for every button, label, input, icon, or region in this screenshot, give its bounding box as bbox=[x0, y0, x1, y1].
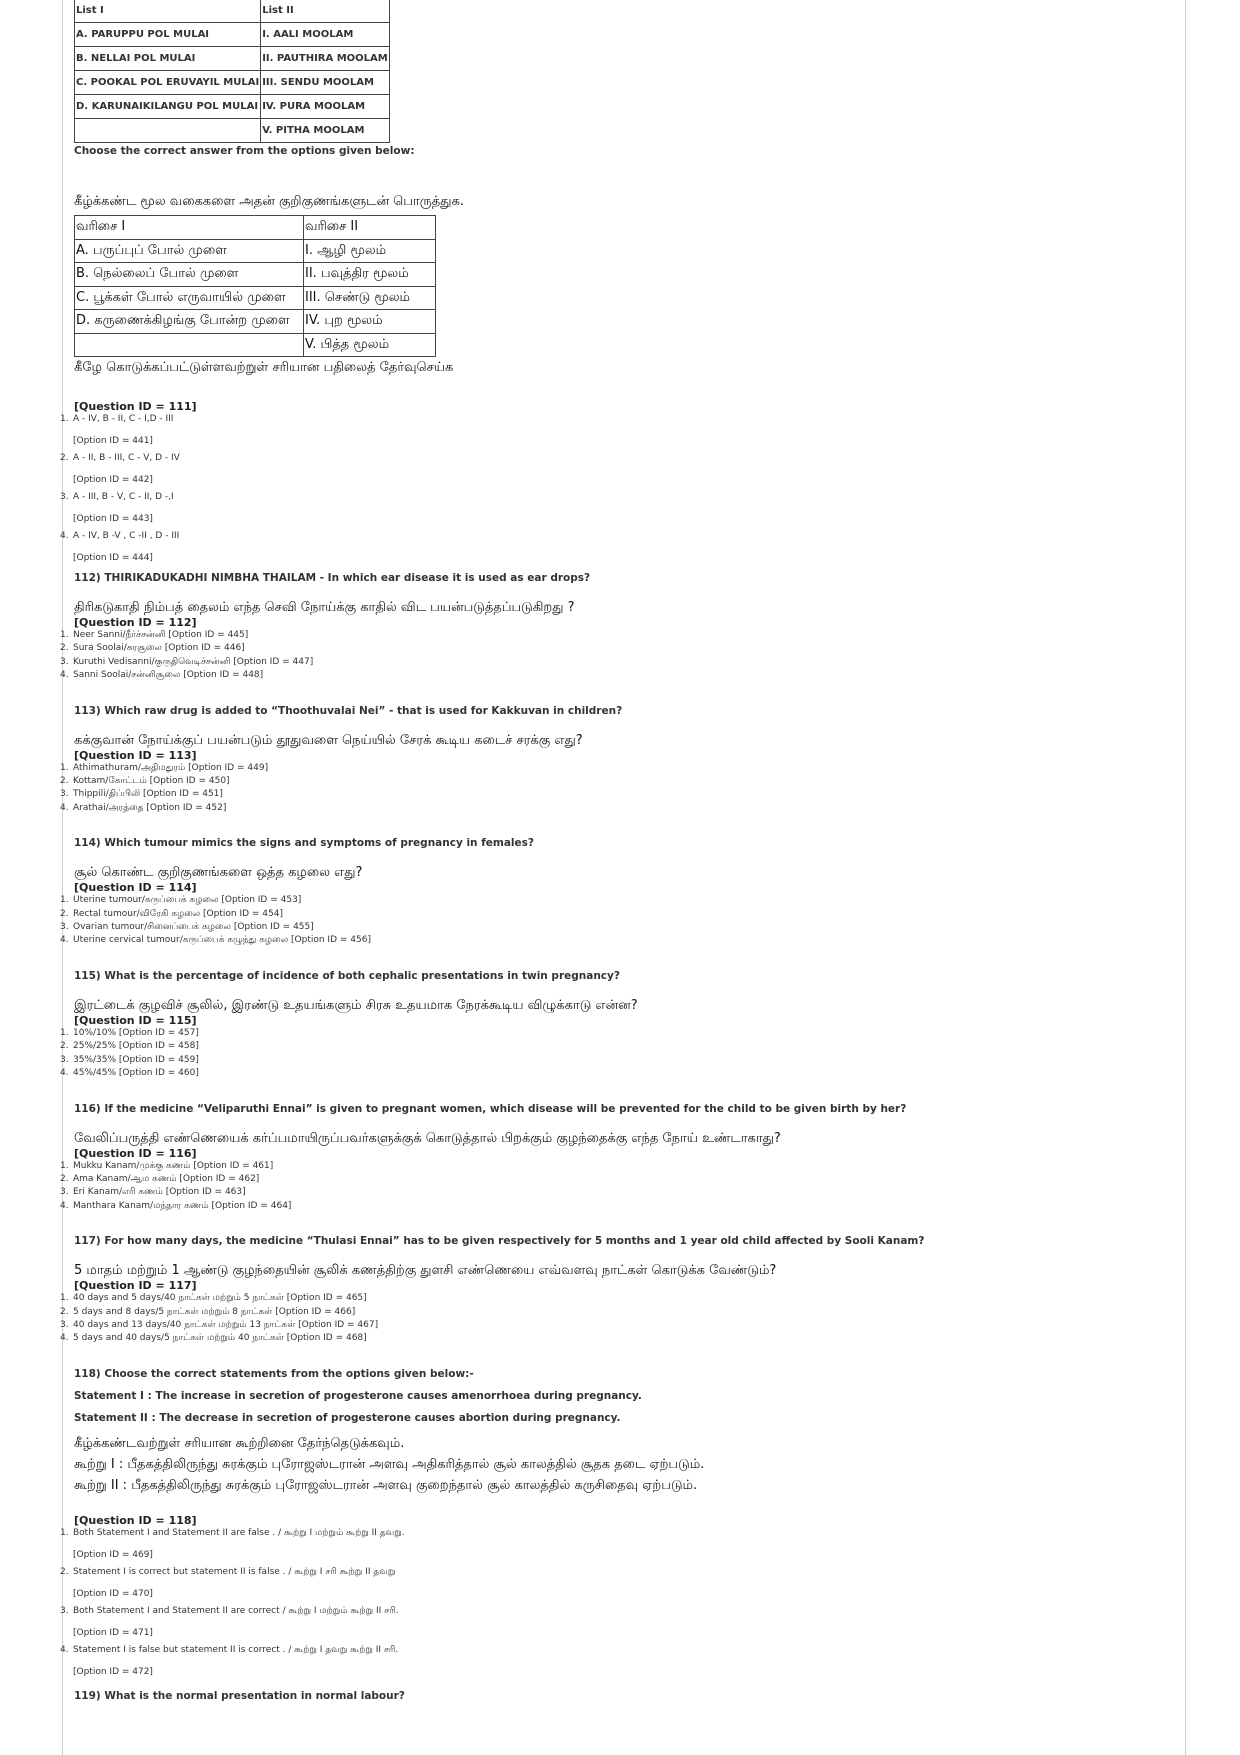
table-header-list-2: List II bbox=[261, 0, 390, 23]
option-text: Thippili/திப்பிலி [Option ID = 451] bbox=[73, 789, 223, 800]
option-text: A - III, B - V, C - II, D -,I bbox=[73, 492, 174, 502]
question-116 bbox=[60, 1102, 1174, 1214]
list-item: 4. Statement I is false but statement II is correct . / கூற்று I தவறு கூற்று II சரி. [Option ID = 472] bbox=[60, 1644, 1174, 1678]
option-id: [Option ID = 444] bbox=[73, 553, 153, 563]
list-item: 3. Ovarian tumour/சினைப்பைக் கழலை [Option ID = 455] bbox=[60, 922, 314, 933]
table-cell: C. பூக்கள் போல் எருவாயில் முளை bbox=[75, 286, 304, 310]
option-text: Neer Sanni/நீர்ச்சன்னி [Option ID = 445] bbox=[73, 630, 249, 640]
table-row bbox=[75, 263, 436, 287]
option-id: [Option ID = 469] bbox=[73, 1549, 153, 1560]
option-id: [Option ID = 472] bbox=[73, 1666, 153, 1677]
option-text: Statement I is false but statement II is correct . / கூற்று I தவறு கூற்று II சரி. bbox=[73, 1644, 399, 1655]
list-item: 2. Statement I is correct but statement II is false . / கூற்று I சரி கூற்று II தவறு [Option ID = 470] bbox=[60, 1566, 1174, 1600]
table-row bbox=[75, 95, 390, 119]
options-list bbox=[60, 1292, 1174, 1346]
table-cell: I. AALI MOOLAM bbox=[261, 23, 390, 47]
question-112 bbox=[60, 572, 1174, 683]
option-id: [Option ID = 442] bbox=[73, 475, 153, 485]
statement-2-english: Statement II : The decrease in secretion of progesterone causes abortion during pregnancy. bbox=[74, 1411, 621, 1424]
list-item: 2. 25%/25% [Option ID = 458] bbox=[60, 1041, 199, 1052]
list-item: 4. Arathai/அரத்தை [Option ID = 452] bbox=[60, 802, 227, 813]
question-id: [Question ID = 118] bbox=[74, 1513, 197, 1527]
table-cell: III. SENDU MOOLAM bbox=[261, 71, 390, 95]
option-text: Sanni Soolai/சன்னிசூலை [Option ID = 448] bbox=[73, 670, 264, 681]
table-cell: IV. PURA MOOLAM bbox=[261, 95, 390, 119]
table-header-row bbox=[75, 0, 390, 23]
question-text-tamil: கீழ்க்கண்டவற்றுள் சரியான கூற்றினை தேர்ந்தெடுக்கவும். bbox=[74, 1435, 405, 1451]
statement-1-english: Statement I : The increase in secretion of progesterone causes amenorrhoea during pregnancy. bbox=[74, 1389, 642, 1402]
question-text-english: 115) What is the percentage of incidence of both cephalic presentations in twin pregnancy? bbox=[74, 969, 620, 982]
table-row bbox=[75, 286, 436, 310]
options-list bbox=[60, 1027, 1174, 1081]
table-row bbox=[75, 310, 436, 334]
option-text: Kuruthi Vedisanni/குருதிவெடிச்சன்னி [Option ID = 447] bbox=[73, 656, 314, 667]
option-text: Arathai/அரத்தை [Option ID = 452] bbox=[73, 802, 227, 813]
table-row bbox=[75, 47, 390, 71]
question-111 bbox=[60, 0, 1174, 564]
list-item: 3. Kuruthi Vedisanni/குருதிவெடிச்சன்னி [Option ID = 447] bbox=[60, 656, 314, 667]
options-list bbox=[60, 762, 1174, 816]
list-item: 2. 5 days and 8 days/5 நாட்கள் மற்றும் 8 நாட்கள் [Option ID = 466] bbox=[60, 1306, 356, 1317]
question-text-tamil: கக்குவான் நோய்க்குப் பயன்படும் தூதுவளை நெய்யில் சேரக் கூடிய கடைச் சரக்கு எது? bbox=[74, 732, 583, 748]
option-text: 35%/35% [Option ID = 459] bbox=[73, 1054, 199, 1065]
table-header-list-2: வரிசை II bbox=[304, 216, 436, 240]
table-row bbox=[75, 239, 436, 263]
table-cell: B. NELLAI POL MULAI bbox=[75, 47, 261, 71]
list-item: 3. Both Statement I and Statement II are correct / கூற்று I மற்றும் கூற்று II சரி. [Option ID = 471] bbox=[60, 1605, 1174, 1639]
list-item: 4. Manthara Kanam/மந்தார கணம் [Option ID = 464] bbox=[60, 1200, 292, 1211]
question-113 bbox=[60, 704, 1174, 816]
question-id: [Question ID = 112] bbox=[74, 616, 197, 629]
match-table-tamil bbox=[74, 215, 436, 357]
question-119 bbox=[74, 1690, 1174, 1702]
option-text: Statement I is correct but statement II is false . / கூற்று I சரி கூற்று II தவறு bbox=[73, 1566, 396, 1577]
question-text-tamil: திரிகடுகாதி நிம்பத் தைலம் எந்த செவி நோய்க்கு காதில் விட பயன்படுத்தப்படுகிறது ? bbox=[74, 600, 575, 615]
list-item: 1. Mukku Kanam/முக்கு கணம் [Option ID = 461] bbox=[60, 1160, 274, 1171]
question-115 bbox=[60, 969, 1174, 1081]
list-item: 1. 10%/10% [Option ID = 457] bbox=[60, 1027, 199, 1038]
option-text: 40 days and 5 days/40 நாட்கள் மற்றும் 5 நாட்கள் [Option ID = 465] bbox=[73, 1293, 367, 1304]
list-item: 3. Eri Kanam/எரி கணம் [Option ID = 463] bbox=[60, 1187, 246, 1198]
table-header-list-1: வரிசை I bbox=[75, 216, 304, 240]
option-text: Manthara Kanam/மந்தார கணம் [Option ID = 464] bbox=[73, 1200, 292, 1211]
list-item: 3. A - III, B - V, C - II, D -,I [Option ID = 443] bbox=[60, 491, 1174, 525]
table-cell bbox=[75, 333, 304, 357]
table-header-row bbox=[75, 216, 436, 240]
table-cell: V. பித்த மூலம் bbox=[304, 333, 436, 357]
options-list bbox=[60, 1160, 1174, 1214]
table-cell: I. ஆழி மூலம் bbox=[304, 239, 436, 263]
question-text-tamil: இரட்டைக் குழவிச் சூலில், இரண்டு உதயங்களும் சிரசு உதயமாக நேரக்கூடிய விழுக்காடு என்ன? bbox=[74, 997, 638, 1013]
option-text: A - II, B - III, C - V, D - IV bbox=[73, 453, 180, 463]
option-text: 5 days and 40 days/5 நாட்கள் மற்றும் 40 நாட்கள் [Option ID = 468] bbox=[73, 1333, 367, 1344]
table-cell: D. KARUNAIKILANGU POL MULAI bbox=[75, 95, 261, 119]
list-item: 4. A - IV, B -V , C -II , D - III [Option ID = 444] bbox=[60, 530, 1174, 564]
question-text-english: 118) Choose the correct statements from the options given below:- bbox=[74, 1367, 474, 1380]
question-id: [Question ID = 114] bbox=[74, 881, 197, 895]
option-id: [Option ID = 470] bbox=[73, 1588, 153, 1599]
option-text: Both Statement I and Statement II are correct / கூற்று I மற்றும் கூற்று II சரி. bbox=[73, 1605, 399, 1616]
list-item: 3. 35%/35% [Option ID = 459] bbox=[60, 1054, 199, 1065]
question-text-english: 117) For how many days, the medicine “Thulasi Ennai” has to be given respectively for 5 months and 1 year old child affected by Sooli Kanam? bbox=[74, 1235, 925, 1248]
question-text-english: 114) Which tumour mimics the signs and symptoms of pregnancy in females? bbox=[74, 837, 534, 850]
options-list bbox=[60, 629, 1174, 683]
option-text: A - IV, B - II, C - I,D - III bbox=[73, 414, 174, 424]
list-item: 1. Uterine tumour/கருப்பைக் கழலை [Option ID = 453] bbox=[60, 895, 302, 906]
options-list bbox=[60, 1527, 1174, 1678]
option-text: Ovarian tumour/சினைப்பைக் கழலை [Option ID = 455] bbox=[73, 922, 314, 933]
option-text: Eri Kanam/எரி கணம் [Option ID = 463] bbox=[73, 1187, 246, 1198]
option-id: [Option ID = 443] bbox=[73, 514, 153, 524]
table-cell: V. PITHA MOOLAM bbox=[261, 119, 390, 143]
match-table-english bbox=[74, 0, 390, 143]
table-header-list-1: List I bbox=[75, 0, 261, 23]
table-row bbox=[75, 333, 436, 357]
list-item: 4. 45%/45% [Option ID = 460] bbox=[60, 1068, 199, 1079]
list-item: 4. Uterine cervical tumour/கருப்பைக் கழுந்து கழலை [Option ID = 456] bbox=[60, 935, 371, 946]
option-text: 10%/10% [Option ID = 457] bbox=[73, 1027, 199, 1038]
question-text-tamil: சூல் கொண்ட குறிகுணங்களை ஒத்த கழலை எது? bbox=[74, 865, 363, 881]
option-text: Sura Soolai/சுரசூலை [Option ID = 446] bbox=[73, 643, 245, 654]
question-117 bbox=[60, 1235, 1174, 1346]
option-text: Both Statement I and Statement II are false . / கூற்று I மற்றும் கூற்று II தவறு. bbox=[73, 1527, 405, 1538]
list-item: 1. Neer Sanni/நீர்ச்சன்னி [Option ID = 445] bbox=[60, 630, 249, 640]
question-text-english: 112) THIRIKADUKADHI NIMBHA THAILAM - In which ear disease it is used as ear drops? bbox=[74, 572, 591, 584]
table-cell: IV. புற மூலம் bbox=[304, 310, 436, 334]
option-text: Kottam/கோட்டம் [Option ID = 450] bbox=[73, 776, 230, 787]
question-text-english: 119) What is the normal presentation in normal labour? bbox=[74, 1689, 405, 1702]
option-text: A - IV, B -V , C -II , D - III bbox=[73, 531, 180, 541]
question-id: [Question ID = 116] bbox=[74, 1146, 197, 1160]
option-text: 25%/25% [Option ID = 458] bbox=[73, 1041, 199, 1052]
table-cell: II. PAUTHIRA MOOLAM bbox=[261, 47, 390, 71]
table-cell: A. PARUPPU POL MULAI bbox=[75, 23, 261, 47]
table-cell: II. பவுத்திர மூலம் bbox=[304, 263, 436, 287]
question-id: [Question ID = 111] bbox=[74, 400, 197, 413]
table-row bbox=[75, 71, 390, 95]
question-text-tamil: 5 மாதம் மற்றும் 1 ஆண்டு குழந்தையின் சூலிக் கணத்திற்கு துளசி எண்ணெயை எவ்வளவு நாட்கள் கொடுக்க வேண்டும்? bbox=[74, 1263, 777, 1279]
table-cell: A. பருப்புப் போல் முளை bbox=[75, 239, 304, 263]
question-text-tamil: கீழ்க்கண்ட மூல வகைகளை அதன் குறிகுணங்களுடன் பொருத்துக. bbox=[74, 194, 464, 209]
option-text: 45%/45% [Option ID = 460] bbox=[73, 1068, 199, 1079]
table-cell: B. நெல்லைப் போல் முளை bbox=[75, 263, 304, 287]
question-118 bbox=[60, 1367, 1174, 1678]
option-text: 5 days and 8 days/5 நாட்கள் மற்றும் 8 நாட்கள் [Option ID = 466] bbox=[73, 1306, 356, 1317]
list-item: 3. Thippili/திப்பிலி [Option ID = 451] bbox=[60, 789, 223, 800]
list-item: 2. Kottam/கோட்டம் [Option ID = 450] bbox=[60, 776, 230, 787]
question-id: [Question ID = 117] bbox=[74, 1279, 197, 1293]
instruction-english: Choose the correct answer from the options given below: bbox=[74, 145, 415, 157]
list-item: 1. A - IV, B - II, C - I,D - III [Option ID = 441] bbox=[60, 413, 1174, 447]
question-text-english: 116) If the medicine “Veliparuthi Ennai” is given to pregnant women, which disease will be prevented for the child to be given birth by her? bbox=[74, 1102, 907, 1115]
list-item: 1. Athimathuram/அதிமதுரம் [Option ID = 449] bbox=[60, 762, 269, 773]
instruction-tamil: கீழே கொடுக்கப்பட்டுள்ளவற்றுள் சரியான பதிலைத் தேர்வுசெய்க bbox=[74, 360, 454, 375]
statement-2-tamil: கூற்று II : பீதகத்திலிருந்து சுரக்கும் புரோஜஸ்டரான் அளவு குறைந்தால் சூல் காலத்தில் கருசிதைவு ஏற்படும். bbox=[74, 1477, 698, 1493]
option-text: Mukku Kanam/முக்கு கணம் [Option ID = 461] bbox=[73, 1160, 274, 1171]
table-cell: III. செண்டு மூலம் bbox=[304, 286, 436, 310]
option-text: Rectal tumour/விரேகி கழலை [Option ID = 454] bbox=[73, 908, 283, 919]
option-text: 40 days and 13 days/40 நாட்கள் மற்றும் 13 நாட்கள் [Option ID = 467] bbox=[73, 1319, 379, 1330]
table-row bbox=[75, 119, 390, 143]
table-row bbox=[75, 23, 390, 47]
option-id: [Option ID = 471] bbox=[73, 1627, 153, 1638]
list-item: 2. Ama Kanam/ஆம கணம் [Option ID = 462] bbox=[60, 1173, 260, 1184]
list-item: 4. Sanni Soolai/சன்னிசூலை [Option ID = 448] bbox=[60, 670, 264, 681]
list-item: 2. A - II, B - III, C - V, D - IV [Option ID = 442] bbox=[60, 452, 1174, 486]
options-list bbox=[60, 894, 1174, 948]
option-text: Uterine tumour/கருப்பைக் கழலை [Option ID = 453] bbox=[73, 895, 302, 906]
table-cell: D. கருணைக்கிழங்கு போன்ற முளை bbox=[75, 310, 304, 334]
list-item: 2. Rectal tumour/விரேகி கழலை [Option ID = 454] bbox=[60, 908, 283, 919]
table-cell: C. POOKAL POL ERUVAYIL MULAI bbox=[75, 71, 261, 95]
question-text-tamil: வேலிப்பருத்தி எண்ணெயைக் கர்ப்பமாயிருப்பவர்களுக்குக் கொடுத்தால் பிறக்கும் குழந்தைக்கு எந்த நோய் உண்டாகாது? bbox=[74, 1130, 781, 1146]
question-id: [Question ID = 113] bbox=[74, 748, 197, 762]
list-item: 4. 5 days and 40 days/5 நாட்கள் மற்றும் 40 நாட்கள் [Option ID = 468] bbox=[60, 1333, 367, 1344]
option-id: [Option ID = 441] bbox=[73, 436, 153, 446]
list-item: 1. 40 days and 5 days/40 நாட்கள் மற்றும் 5 நாட்கள் [Option ID = 465] bbox=[60, 1293, 367, 1304]
question-id: [Question ID = 115] bbox=[74, 1013, 197, 1027]
options-list bbox=[60, 413, 1174, 564]
table-cell bbox=[75, 119, 261, 143]
list-item: 3. 40 days and 13 days/40 நாட்கள் மற்றும் 13 நாட்கள் [Option ID = 467] bbox=[60, 1319, 379, 1330]
question-text-english: 113) Which raw drug is added to “Thoothuvalai Nei” - that is used for Kakkuvan in children? bbox=[74, 704, 623, 717]
option-text: Uterine cervical tumour/கருப்பைக் கழுந்து கழலை [Option ID = 456] bbox=[73, 935, 371, 946]
statement-1-tamil: கூற்று I : பீதகத்திலிருந்து சுரக்கும் புரோஜஸ்டரான் அளவு அதிகரித்தால் சூல் காலத்தில் சூதக தடை ஏற்படும். bbox=[74, 1456, 705, 1472]
question-114 bbox=[60, 837, 1174, 948]
option-text: Ama Kanam/ஆம கணம் [Option ID = 462] bbox=[73, 1173, 260, 1184]
list-item: 1. Both Statement I and Statement II are false . / கூற்று I மற்றும் கூற்று II தவறு. [Option ID = 469] bbox=[60, 1527, 1174, 1561]
list-item: 2. Sura Soolai/சுரசூலை [Option ID = 446] bbox=[60, 643, 245, 654]
question-paper bbox=[60, 0, 1174, 1702]
option-text: Athimathuram/அதிமதுரம் [Option ID = 449] bbox=[73, 762, 269, 773]
